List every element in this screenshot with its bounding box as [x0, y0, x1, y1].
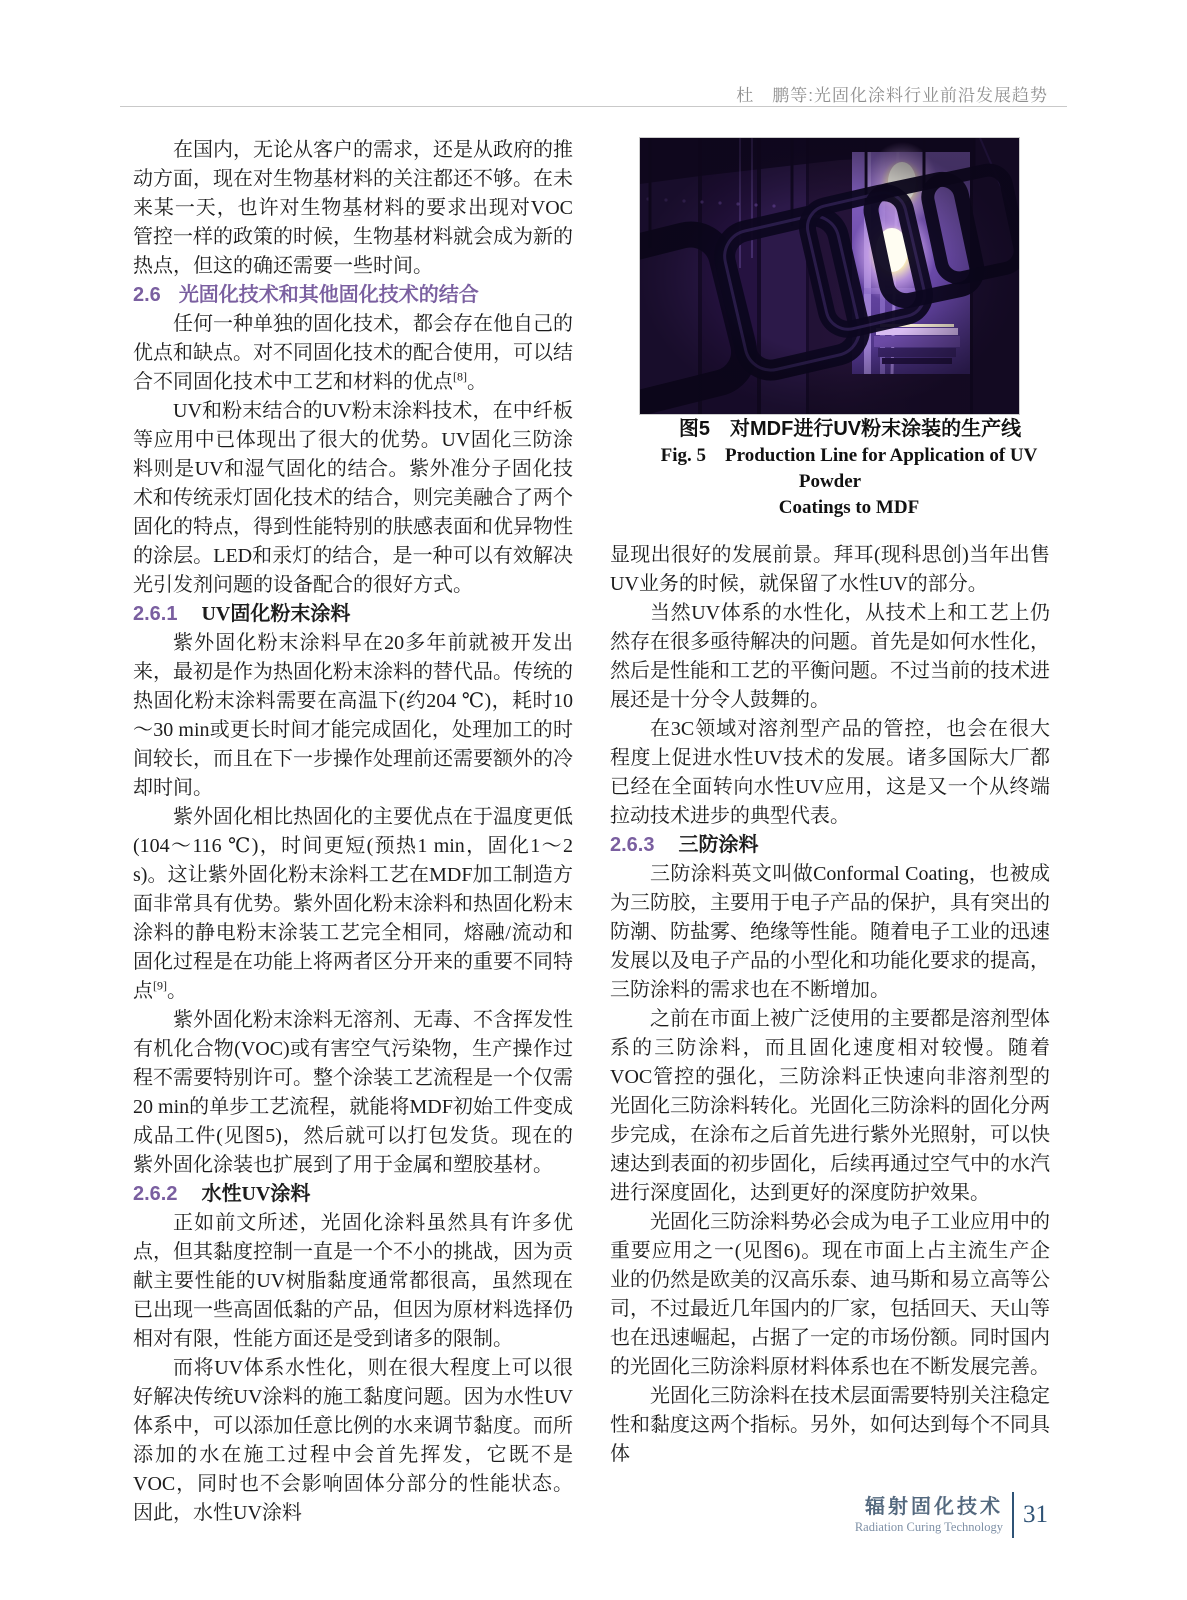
paragraph: 光固化三防涂料在技术层面需要特别关注稳定性和黏度这两个指标。另外，如何达到每个不同具体	[610, 1385, 1050, 1465]
paragraph: 显现出很好的发展前景。拜耳(现科思创)当年出售UV业务的时候，就保留了水性UV的部分。	[610, 544, 1050, 595]
section-heading-2-6-2	[133, 1180, 573, 1209]
figure5-caption-en-2: Coatings to MDF	[778, 497, 920, 518]
section-number: 2.6.1	[133, 603, 178, 625]
journal-name-cn: 辐射固化技术	[865, 1495, 1003, 1518]
paragraph: 而将UV体系水性化，则在很大程度上可以很好解决传统UV涂料的施工黏度问题。因为水性UV体系中，可以添加任意比例的水来调节黏度。而所添加的水在施工过程中会首先挥发，它既不是VOC，同时也不会影响固体分部分的性能状态。因此，水性UV涂料	[133, 1357, 573, 1524]
left-column	[133, 136, 573, 1528]
paragraph: 在3C领域对溶剂型产品的管控，也会在很大程度上促进水性UV技术的发展。诸多国际大厂都已经在全面转向水性UV应用，这是又一个从终端拉动技术进步的典型代表。	[610, 718, 1050, 827]
paragraph: 三防涂料英文叫做Conformal Coating，也被成为三防胶，主要用于电子产品的保护，具有突出的防潮、防盐雾、绝缘等性能。随着电子工业的迅速发展以及电子产品的小型化和功能化要求的提高，三防涂料的需求也在不断增加。	[610, 863, 1050, 1001]
right-column	[610, 137, 1050, 1469]
right-column-text	[610, 541, 1050, 1469]
figure5-caption-cn: 图5 对MDF进行UV粉末涂装的生产线	[678, 418, 1022, 440]
section-heading-2-6-1	[133, 600, 573, 629]
page-footer	[855, 1492, 1048, 1538]
paragraph: UV和粉末结合的UV粉末涂料技术，在中纤板等应用中已体现出了很大的优势。UV固化三防涂料则是UV和湿气固化的结合。紫外准分子固化技术和传统汞灯固化技术的结合，则完美融合了两个固化的特点，得到性能特别的肤感表面和优异物性的涂层。LED和汞灯的结合，是一种可以有效解决光引发剂问题的设备配合的很好方式。	[133, 400, 573, 596]
section-title: UV固化粉末涂料	[201, 603, 351, 625]
page-number: 31	[1023, 1501, 1048, 1528]
paragraph: 紫外固化粉末涂料无溶剂、无毒、不含挥发性有机化合物(VOC)或有害空气污染物，生产操作过程不需要特别许可。整个涂装工艺流程是一个仅需20 min的单步工艺流程，就能将MDF初始工件变成成品工件(见图5)，然后就可以打包发货。现在的紫外固化涂装也扩展到了用于金属和塑胶基材。	[133, 1009, 573, 1176]
section-number: 2.6.2	[133, 1183, 178, 1205]
running-head: 杜 鹏等:光固化涂料行业前沿发展趋势	[736, 86, 1048, 105]
figure5-photo	[639, 137, 1020, 415]
paragraph: 光固化三防涂料势必会成为电子工业应用中的重要应用之一(见图6)。现在市面上占主流生产企业的仍然是欧美的汉高乐泰、迪马斯和易立高等公司，不过最近几年国内的厂家，包括回天、天山等也在迅速崛起，占据了一定的市场份额。同时国内的光固化三防涂料原材料体系也在不断发展完善。	[610, 1211, 1050, 1378]
citation-ref-9: [9]	[153, 978, 167, 993]
paragraph: 当然UV体系的水性化，从技术上和工艺上仍然存在很多亟待解决的问题。首先是如何水性化，然后是性能和工艺的平衡问题。不过当前的技术进展还是十分令人鼓舞的。	[610, 602, 1050, 711]
figure5	[639, 137, 1018, 415]
figure5-caption-en: Fig. 5 Production Line for Application of UV Powder	[660, 445, 1038, 492]
section-title: 光固化技术和其他固化技术的结合	[178, 284, 479, 306]
citation-ref-8: [8]	[453, 369, 467, 384]
paragraph: 紫外固化相比热固化的主要优点在于温度更低(104～116 ℃)，时间更短(预热1 min，固化1～2 s)。这让紫外固化粉末涂料工艺在MDF加工制造方面非常具有优势。紫外固化粉末涂料和热固化粉末涂料的静电粉末涂装工艺完全相同，熔融/流动和固化过程是在功能上将两者区分开来的重要不同特点[9]。	[133, 806, 573, 1002]
paragraph: 正如前文所述，光固化涂料虽然具有许多优点，但其黏度控制一直是一个不小的挑战，因为贡献主要性能的UV树脂黏度通常都很高，虽然现在已出现一些高固低黏的产品，但因为原材料选择仍相对有限，性能方面还是受到诸多的限制。	[133, 1212, 573, 1350]
footer-divider	[1012, 1492, 1014, 1538]
section-heading-2-6-3	[610, 831, 1050, 860]
section-number: 2.6.3	[610, 834, 655, 856]
paragraph: 任何一种单独的固化技术，都会存在他自己的优点和缺点。对不同固化技术的配合使用，可以结合不同固化技术中工艺和材料的优点[8]。	[133, 313, 573, 393]
section-number: 2.6	[133, 284, 161, 306]
paragraph: 之前在市面上被广泛使用的主要都是溶剂型体系的三防涂料，而且固化速度相对较慢。随着VOC管控的强化，三防涂料正快速向非溶剂型的光固化三防涂料转化。光固化三防涂料的固化分两步完成，在涂布之后首先进行紫外光照射，可以快速达到表面的初步固化，后续再通过空气中的水汽进行深度固化，达到更好的深度防护效果。	[610, 1008, 1050, 1204]
header-divider	[120, 106, 1067, 107]
section-title: 三防涂料	[678, 834, 759, 856]
journal-name	[855, 1495, 1003, 1536]
paragraph: 在国内，无论从客户的需求，还是从政府的推动方面，现在对生物基材料的关注都还不够。在未来某一天，也许对生物基材料的要求出现对VOC管控一样的政策的时候，生物基材料就会成为新的热点，但这的确还需要一些时间。	[133, 139, 573, 277]
section-heading-2-6	[133, 281, 573, 310]
paragraph: 紫外固化粉末涂料早在20多年前就被开发出来，最初是作为热固化粉末涂料的替代品。传统的热固化粉末涂料需要在高温下(约204 ℃)，耗时10～30 min或更长时间才能完成固化，处理加工的时间较长，而且在下一步操作处理前还需要额外的冷却时间。	[133, 632, 573, 799]
journal-name-en: Radiation Curing Technology	[854, 1519, 1003, 1534]
section-title: 水性UV涂料	[201, 1183, 311, 1205]
